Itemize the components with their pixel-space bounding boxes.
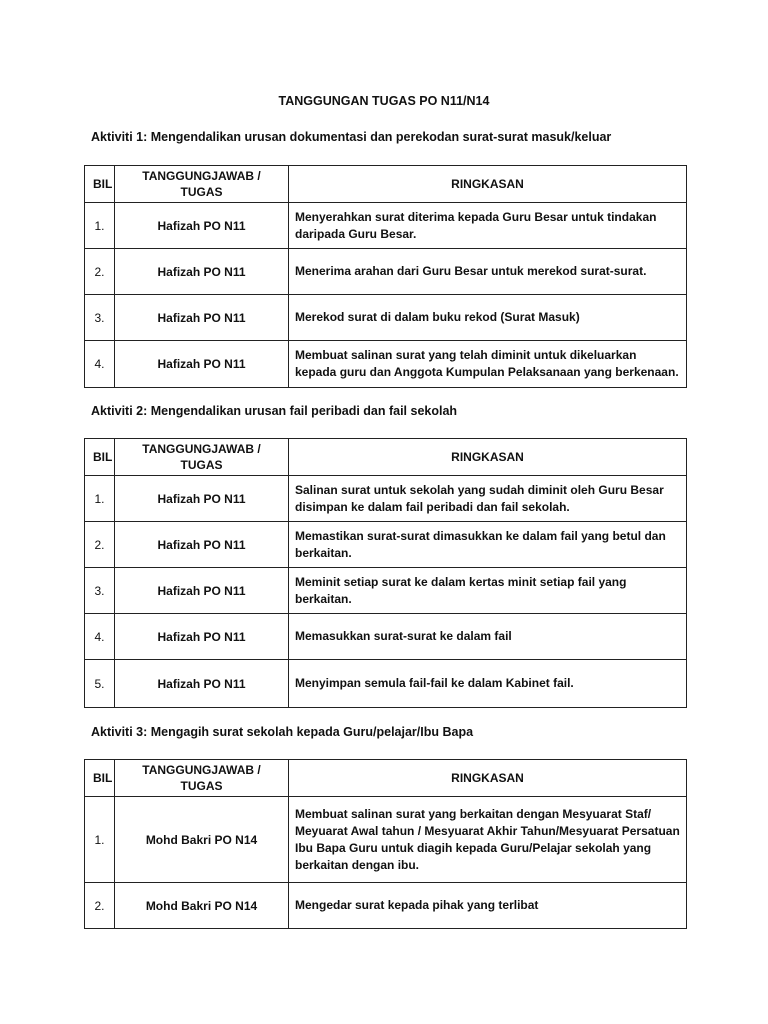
table-row: [85, 568, 687, 614]
header-tanggungjawab-line2: TUGAS: [180, 458, 223, 472]
row-person: Hafizah PO N11: [115, 522, 289, 568]
header-bil: BIL: [85, 166, 115, 203]
header-tanggungjawab-line2: TUGAS: [180, 779, 223, 793]
header-ringkasan: RINGKASAN: [289, 166, 687, 203]
table-header-row: [85, 439, 687, 476]
row-summary: Menerima arahan dari Guru Besar untuk merekod surat-surat.: [289, 249, 687, 295]
table-row: [85, 522, 687, 568]
header-tanggungjawab: [115, 439, 289, 476]
section-heading-3: Aktiviti 3: Mengagih surat sekolah kepada Guru/pelajar/Ibu Bapa: [91, 725, 474, 739]
header-tanggungjawab-line2: TUGAS: [180, 185, 223, 199]
row-summary: Memastikan surat-surat dimasukkan ke dalam fail yang betul dan berkaitan.: [289, 522, 687, 568]
row-summary: Merekod surat di dalam buku rekod (Surat Masuk): [289, 295, 687, 341]
duty-table-2: [84, 438, 687, 708]
header-tanggungjawab: [115, 760, 289, 797]
row-summary: Meminit setiap surat ke dalam kertas minit setiap fail yang berkaitan.: [289, 568, 687, 614]
duty-table-1: [84, 165, 687, 388]
row-bil: 4.: [85, 341, 115, 388]
row-person: Hafizah PO N11: [115, 614, 289, 660]
table-row: [85, 476, 687, 522]
header-tanggungjawab-line1: TANGGUNGJAWAB /: [142, 442, 261, 456]
section-heading-2: Aktiviti 2: Mengendalikan urusan fail peribadi dan fail sekolah: [91, 404, 458, 418]
header-ringkasan: RINGKASAN: [289, 439, 687, 476]
header-ringkasan: RINGKASAN: [289, 760, 687, 797]
section-heading-1: Aktiviti 1: Mengendalikan urusan dokumentasi dan perekodan surat-surat masuk/keluar: [91, 130, 612, 144]
table-header-row: [85, 166, 687, 203]
row-bil: 2.: [85, 249, 115, 295]
row-person: Hafizah PO N11: [115, 341, 289, 388]
row-summary: Membuat salinan surat yang berkaitan dengan Mesyuarat Staf/ Meyuarat Awal tahun / Mesyuarat Akhir Tahun/Mesyuarat Persatuan Ibu Bapa Guru untuk diagih kepada Guru/Pelajar sekolah yang berkaitan dengan ibu.: [289, 797, 687, 883]
row-person: Hafizah PO N11: [115, 660, 289, 708]
table-row: [85, 295, 687, 341]
row-summary: Menyimpan semula fail-fail ke dalam Kabinet fail.: [289, 660, 687, 708]
row-summary: Menyerahkan surat diterima kepada Guru Besar untuk tindakan daripada Guru Besar.: [289, 203, 687, 249]
row-summary: Salinan surat untuk sekolah yang sudah diminit oleh Guru Besar disimpan ke dalam fail peribadi dan fail sekolah.: [289, 476, 687, 522]
header-bil: BIL: [85, 439, 115, 476]
table-row: [85, 883, 687, 929]
row-bil: 5.: [85, 660, 115, 708]
row-person: Hafizah PO N11: [115, 249, 289, 295]
table-row: [85, 203, 687, 249]
row-person: Mohd Bakri PO N14: [115, 797, 289, 883]
table-row: [85, 341, 687, 388]
header-tanggungjawab: [115, 166, 289, 203]
header-tanggungjawab-line1: TANGGUNGJAWAB /: [142, 763, 261, 777]
row-person: Hafizah PO N11: [115, 295, 289, 341]
row-person: Hafizah PO N11: [115, 568, 289, 614]
row-bil: 3.: [85, 568, 115, 614]
table-row: [85, 614, 687, 660]
table-row: [85, 660, 687, 708]
row-bil: 1.: [85, 476, 115, 522]
row-bil: 2.: [85, 522, 115, 568]
document-title: TANGGUNGAN TUGAS PO N11/N14: [278, 94, 490, 108]
row-summary: Membuat salinan surat yang telah diminit untuk dikeluarkan kepada guru dan Anggota Kumpulan Pelaksanaan yang berkenaan.: [289, 341, 687, 388]
row-person: Hafizah PO N11: [115, 203, 289, 249]
duty-table-3: [84, 759, 687, 929]
row-bil: 4.: [85, 614, 115, 660]
row-bil: 1.: [85, 797, 115, 883]
row-summary: Memasukkan surat-surat ke dalam fail: [289, 614, 687, 660]
row-summary: Mengedar surat kepada pihak yang terlibat: [289, 883, 687, 929]
row-bil: 1.: [85, 203, 115, 249]
table-row: [85, 249, 687, 295]
row-bil: 2.: [85, 883, 115, 929]
table-header-row: [85, 760, 687, 797]
row-bil: 3.: [85, 295, 115, 341]
row-person: Mohd Bakri PO N14: [115, 883, 289, 929]
header-tanggungjawab-line1: TANGGUNGJAWAB /: [142, 169, 261, 183]
header-bil: BIL: [85, 760, 115, 797]
table-row: [85, 797, 687, 883]
row-person: Hafizah PO N11: [115, 476, 289, 522]
